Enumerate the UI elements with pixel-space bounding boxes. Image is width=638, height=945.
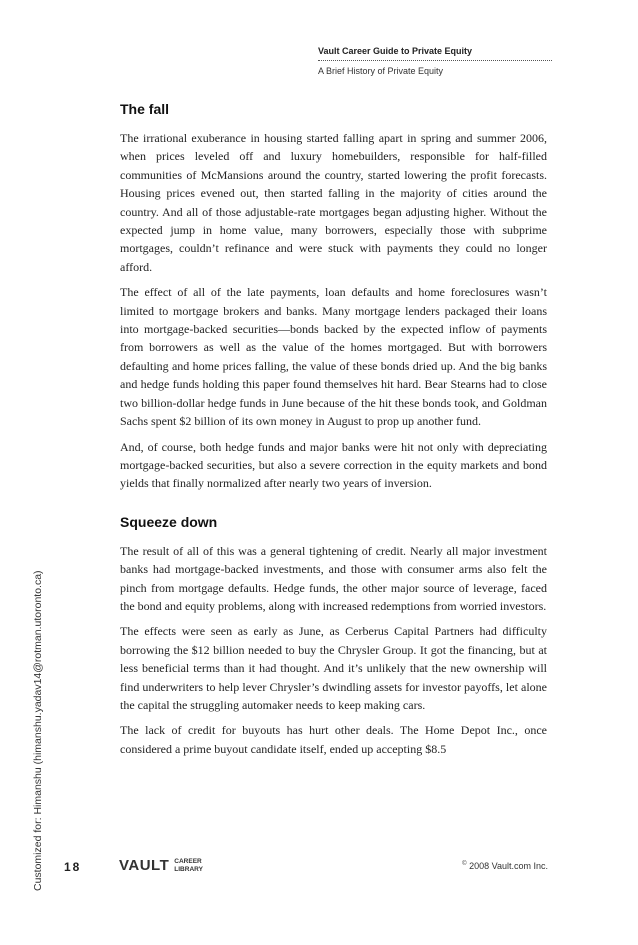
paragraph: The lack of credit for buyouts has hurt other deals. The Home Depot Inc., once considered a prime buyout candidate itself, ended up accepting $8.5 xyxy=(120,723,547,756)
paragraph: And, of course, both hedge funds and major banks were hit not only with depreciating mortgage-backed securities, but also a severe correction in the equity markets and bond yields that finally normalized after nearly two years of inversion. xyxy=(120,439,547,491)
running-header xyxy=(318,45,552,77)
page-footer xyxy=(0,858,638,888)
copyright-text: 2008 Vault.com Inc. xyxy=(469,861,548,871)
guide-title: Vault Career Guide to Private Equity xyxy=(318,46,473,56)
paragraph: The effects were seen as early as June, as Cerberus Capital Partners had difficulty borrowing the $12 billion needed to buy the Chrysler Group. It got the financing, but at less beneficial terms than it had thought. And it’s unlikely that the new ownership will find underwriters to help lever Chrysler’s dwindling assets for investor payoffs, let alone the capital the struggling automaker needs to keep making cars. xyxy=(120,624,547,712)
vault-logo xyxy=(119,858,203,874)
copyright xyxy=(462,861,548,871)
section-heading-the-fall: The fall xyxy=(120,101,170,117)
page-number: 18 xyxy=(64,860,82,874)
customization-watermark: Customized for: Himanshu (himanshu.yadav14@rotman.utoronto.ca) xyxy=(32,570,44,891)
logo-subtitle xyxy=(174,858,203,873)
paragraph: The result of all of this was a general tightening of credit. Nearly all major investment banks had mortgage-backed investments, and those with consumer arms also felt the pinch from mortgage defaults. Hedge funds, the other major source of leverage, faced the bond and equity problems, along with increased redemptions from worried investors. xyxy=(120,543,547,613)
paragraph: The effect of all of the late payments, loan defaults and home foreclosures wasn’t limited to mortgage brokers and banks. Many mortgage lenders packaged their loans into mortgage-backed securities—bonds backed by the expected inflow of payments from borrowers as well as the value of the homes mortgaged. But with borrowers defaulting and home prices falling, the value of these bonds dried up. And the big banks and hedge funds holding this paper found themselves hit hard. Bear Stearns had to close two billion-dollar hedge funds in June because of the hit these bonds took, and Goldman Sachs spent $2 billion of its own money in August to prop up another fund. xyxy=(120,285,547,429)
chapter-title: A Brief History of Private Equity xyxy=(318,66,444,76)
section-heading-squeeze-down: Squeeze down xyxy=(120,513,218,530)
paragraph: The irrational exuberance in housing started falling apart in spring and summer 2006, when prices leveled off and luxury homebuilders, responsible for half-filled communities of McMansions around the country, started lowering the profit forecasts. Housing prices evened out, then started falling in the majority of cities around the country. And all of those adjustable-rate mortgages began adjusting higher. Without the expected jump in home value, many borrowers, especially those with subprime mortgages, couldn’t refinance and were stuck with payments they could no longer afford. xyxy=(120,131,547,274)
logo-wordmark: VAULT xyxy=(119,857,170,874)
header-rule xyxy=(318,60,552,61)
main-content xyxy=(120,100,547,765)
logo-line-career: CAREER xyxy=(174,858,202,865)
logo-line-library: LIBRARY xyxy=(174,865,203,873)
copyright-symbol: © xyxy=(462,861,467,867)
